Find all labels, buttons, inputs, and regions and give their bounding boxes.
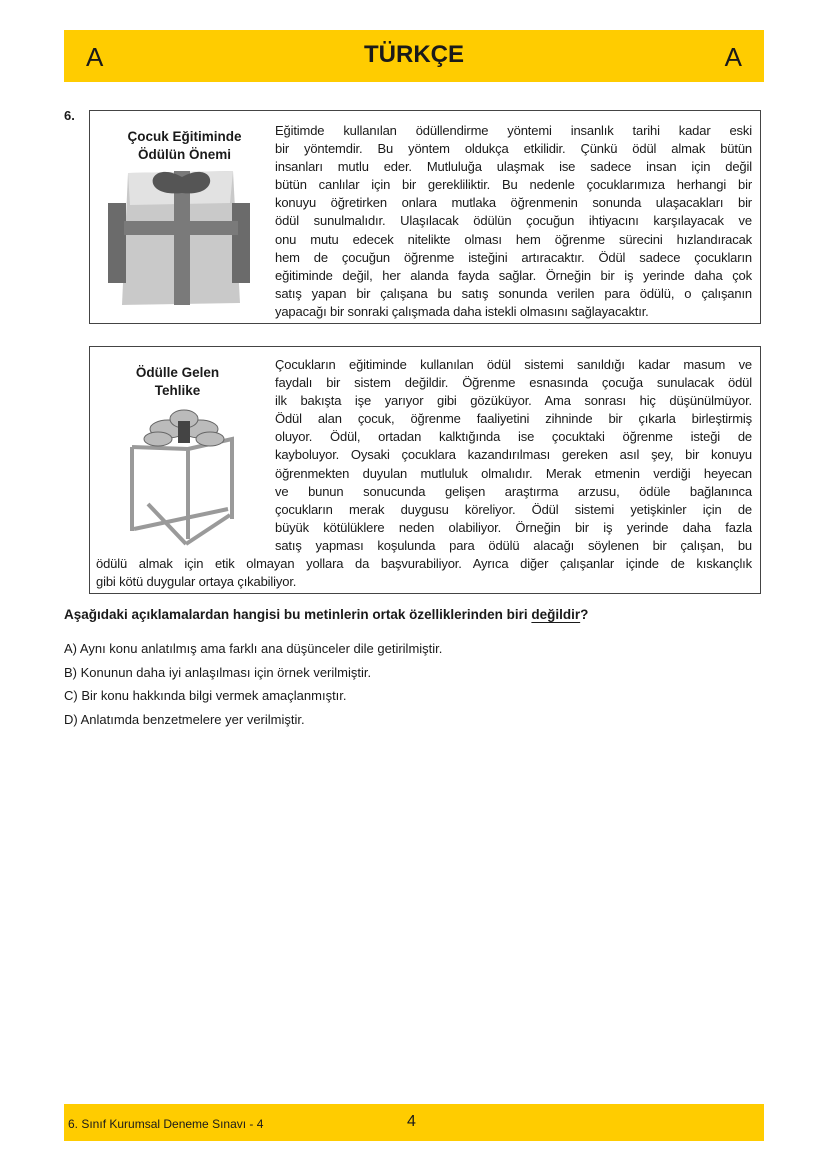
- subject-title: TÜRKÇE: [364, 41, 464, 68]
- empty-gift-frame-image: [128, 409, 240, 559]
- title-line: Ödülle Gelen: [135, 365, 220, 380]
- page-header: [64, 30, 764, 82]
- text-line: Eğitimde kullanılan ödüllendirme yöntemi insanlık tarihi kadar eski: [275, 123, 752, 138]
- text-line: ve bunun sonucunda gelişen araştırma arzusu, ödüle bağlanınca: [275, 483, 752, 499]
- text-line: büyük kötülüklere neden olabiliyor. Örneğin bir iş yerinde daha fazla: [275, 519, 752, 535]
- option-text: Anlatımda benzetmelere yer verilmiştir.: [80, 711, 305, 727]
- text-line: çocukların merak duygusu köreliyor. Ödül sistemi yetişkinler için de: [275, 501, 752, 517]
- text-line: ilk bakışta işe yarıyor gibi gözüküyor. Ama sonrası hiç düşünülmüyor.: [275, 393, 752, 409]
- option-b[interactable]: [64, 661, 442, 685]
- text-line: onu mutu edecek nitelikte olması hem öğrenme sürecini hızlandıracak: [275, 231, 752, 247]
- passage-2: [89, 346, 761, 594]
- title-line: Çocuk Eğitiminde: [127, 129, 242, 144]
- title-line: Ödülün Önemi: [138, 147, 231, 162]
- option-text: Konunun daha iyi anlaşılması için örnek verilmiştir.: [80, 664, 372, 680]
- question-mark: ?: [580, 607, 589, 622]
- text-line: satış yapan bir çalışana bu satış sonunda verilen para ödülü, o çalışanın: [275, 285, 752, 301]
- text-line: hem de çocuğun öğrenme isteğini artıracaktır. Ödül sadece çocukların: [275, 249, 752, 265]
- page-footer: [64, 1104, 764, 1141]
- booklet-type-right: A: [724, 42, 742, 72]
- text-line: ödül sunulmalıdır. Ulaşılacak ödülün çocuğun ihtiyacını karşılayacak ve: [275, 213, 752, 229]
- text-line: faydalı bir sistem değildir. Öğrenme esnasında çocuğa sunulacak ödül: [275, 375, 752, 391]
- text-line: insanları mutlu eder. Mutluluğa ulaşmak ise sadece insan için değil: [275, 159, 752, 175]
- passage-1: [89, 110, 761, 324]
- option-letter: C): [64, 688, 78, 703]
- passage-1-text: [275, 122, 752, 321]
- booklet-type-left: A: [86, 42, 104, 72]
- option-letter: B): [64, 664, 77, 680]
- title-line: Tehlike: [154, 383, 201, 398]
- text-line: bütün canlılar için bir gerekliliktir. Bu nedenle çocuklarımıza herhangi bir: [275, 177, 752, 193]
- text-line: bir yöntemdir. Bu yöntem oldukça etkilidir. Çünkü ödül almak bütün: [275, 141, 752, 157]
- option-text: Aynı konu anlatılmış ama farklı ana düşünceler dile getirilmiştir.: [79, 641, 443, 656]
- option-c[interactable]: [64, 684, 442, 708]
- passage-2-title: [120, 364, 235, 400]
- passage-1-title: [112, 128, 257, 164]
- question-stem: [64, 607, 588, 622]
- text-line: satış yapması koşulunda para ödülü alacağı söylenen bir çalışan, bu: [275, 537, 752, 553]
- option-letter: D): [64, 711, 78, 727]
- option-a[interactable]: [64, 637, 442, 661]
- text-line: eğitiminde değil, her alanda fayda sağlar. Örneğin bir iş yerinde daha çok: [275, 267, 752, 283]
- passage-2-text-full: [96, 555, 752, 591]
- option-d[interactable]: [64, 708, 442, 732]
- question-number: 6.: [64, 108, 75, 123]
- question-text: Aşağıdaki açıklamalardan hangisi bu metinlerin ortak özelliklerinden biri: [64, 607, 532, 622]
- exam-name: 6. Sınıf Kurumsal Deneme Sınavı - 4: [68, 1117, 264, 1131]
- page-number: 4: [407, 1113, 416, 1130]
- text-line: konuyu öğretirken onlara mutlaka öğrenmenin sonunda ulaşacakları bir: [275, 195, 752, 211]
- text-line: oluyor. Ödül, ortadan kalktığında ise çocuktaki öğrenme isteği de: [275, 429, 752, 445]
- passage-2-text: [275, 356, 752, 555]
- text-line: yapacağı bir sonraki çalışmada daha istekli olmasını sağlayacaktır.: [275, 303, 649, 319]
- option-letter: A): [64, 641, 77, 656]
- text-line: Çocukların eğitiminde kullanılan ödül sistemi sanıldığı kadar masum ve: [275, 357, 752, 372]
- text-line: öğrenmekten duyulan mutluluk olmalıdır. Merak etmenin verdiği heyecan: [275, 465, 752, 481]
- text-line: gibi kötü duygular ortaya çıkabiliyor.: [96, 574, 297, 590]
- gift-box-image: [108, 163, 250, 308]
- option-text: Bir konu hakkında bilgi vermek amaçlanmıştır.: [81, 688, 347, 703]
- question-emphasis: değildir: [531, 607, 581, 622]
- text-line: kayboluyor. Oysaki çocuklara kazandırılması gereken asıl şey, bir konuyu: [275, 447, 752, 463]
- answer-options: [64, 637, 442, 731]
- text-line: Ödül alan çocuk, öğrenme faaliyetini zihninde bir çıkarla birleştirmiş: [275, 411, 752, 427]
- text-line: ödülü almak için etik olmayan yollara da başvurabiliyor. Ayrıca diğer çalışanlar içinde de kıskançlık: [96, 556, 752, 571]
